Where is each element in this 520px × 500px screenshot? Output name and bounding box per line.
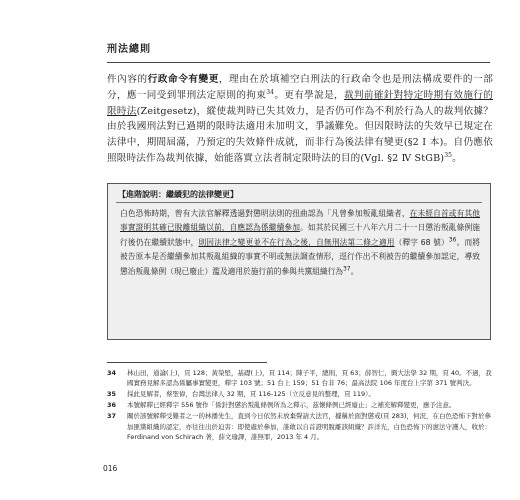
text-run: 。更有學說是， — [274, 89, 344, 101]
footnote-item — [107, 400, 493, 410]
footnote-ref-35[interactable]: 35 — [444, 151, 453, 159]
footnote-item — [107, 389, 493, 399]
text-run: 。 — [350, 266, 359, 276]
underlined-text: 裁判前確針對特定時期有效施行的限時法 — [107, 89, 494, 117]
text-run: 。 — [452, 152, 462, 164]
box-body — [120, 207, 480, 279]
footnote-number: 36 — [107, 401, 117, 410]
footnote-text: 關於該號解釋受難者之一的林播先生，直到今日依然未放棄聲請大法官，據稱於面對懲戒(頁 283)，何況，在白色恐怖下對於參加匪黨組織的認定，亦往往出於迫害：即使處於參加，誰敢以自首證明脫離該組織？許洋光，白色恐怖下的憲法守護人，收於：Ferdinand von Schirach 著，薛文瑜譯，誰無罪，2013 年 4 月。 — [127, 412, 492, 441]
footnote-number: 34 — [107, 369, 117, 377]
footnote-number: 37 — [107, 412, 117, 421]
footnote-ref-36[interactable]: 36 — [448, 236, 457, 244]
footnote-item — [107, 411, 493, 442]
bold-term: 行政命令有變更 — [147, 74, 219, 85]
main-paragraph — [107, 72, 493, 167]
text-run: 。如其於民國三十八年六月二十一日懲治叛亂條例施行後仍在繼續狀態中， — [120, 223, 480, 247]
footnote-separator — [107, 362, 267, 363]
box-title: 【進階說明：繼續犯的法律變更】 — [118, 190, 238, 199]
footnote-number: 35 — [107, 390, 117, 399]
text-run: 。而將被告原本是否繼續參加其叛亂組織的事實不明或無法調查情形，逕行作出不利被告的繼續參加認定，導致懲治叛亂條例（現已廢止）濫及適用於施行前的參與共黨組織行為 — [120, 237, 480, 276]
footnote-text: 林山田，通論(上)，頁 128；黃榮堅，基礎(上)，頁 114；陳子平，總則，頁 63；薛智仁，興大法學 32 期，頁 40。不過，我國實務見解多認為係屬事實變更，釋字 103 號；51 台上 159；51 台非 76；最高法院 106 年度台上字第 371 號判決。 — [127, 369, 492, 388]
footnote-text: 本號解釋已經釋字 556 號作「係針對懲治叛亂條例所為之釋示，茲懷條例已經廢止」之補充解釋變更，應予注意。 — [127, 401, 456, 410]
text-run: ，理由在於填補空白刑法的行政命令也是刑法構成要件的一部分，應一同受到罪刑法定原則的拘束 — [107, 74, 493, 101]
footnote-ref-37[interactable]: 37 — [342, 265, 351, 273]
running-header-title: 刑法總則 — [107, 44, 151, 55]
underlined-text: 則因法律之變更並不在行為之後，自無刑法第二條之適用 — [198, 237, 395, 247]
footnote-ref-34[interactable]: 34 — [266, 88, 275, 96]
text-run: 白色恐怖時期，曾有大法官解釋透過對懲明法則的扭曲認為「凡曾參加叛亂組織者， — [120, 209, 410, 218]
footnotes — [107, 368, 493, 443]
footnote-item — [107, 368, 493, 389]
header-rule — [107, 62, 490, 63]
text-run: （釋字 68 號） — [394, 237, 449, 247]
page-number: 016 — [103, 464, 118, 473]
box-title-rule — [116, 202, 482, 203]
text-run: 件內容的 — [107, 74, 148, 85]
footnote-text: 採此見解者，蔡聖偉，台灣法律人 32 期，頁 116-125（立反意見的整理，頁 119）。 — [127, 390, 375, 399]
underlined-text: 在未經自首或有其他事實證明其確已脫離組織以前，自應認為係繼續參加 — [120, 209, 480, 233]
text-run: (Zeitgesetz)，縱使裁判時已失其效力，是否仍可作為不利於行為人的裁判依據？由於我國刑法對已過期的限時法適用未加明文，爭議難免。但因限時法的失效早已規定在法律中，期間屆滿，乃預定的失效條件成就，而非行為後法律有變更(§2 Ⅰ 本)。自仍應依照限時法作為裁判依據，始能落實立法者制定限時法的目的(Vgl. §2 Ⅳ StGB) — [107, 105, 493, 164]
advanced-note-box — [107, 183, 491, 340]
